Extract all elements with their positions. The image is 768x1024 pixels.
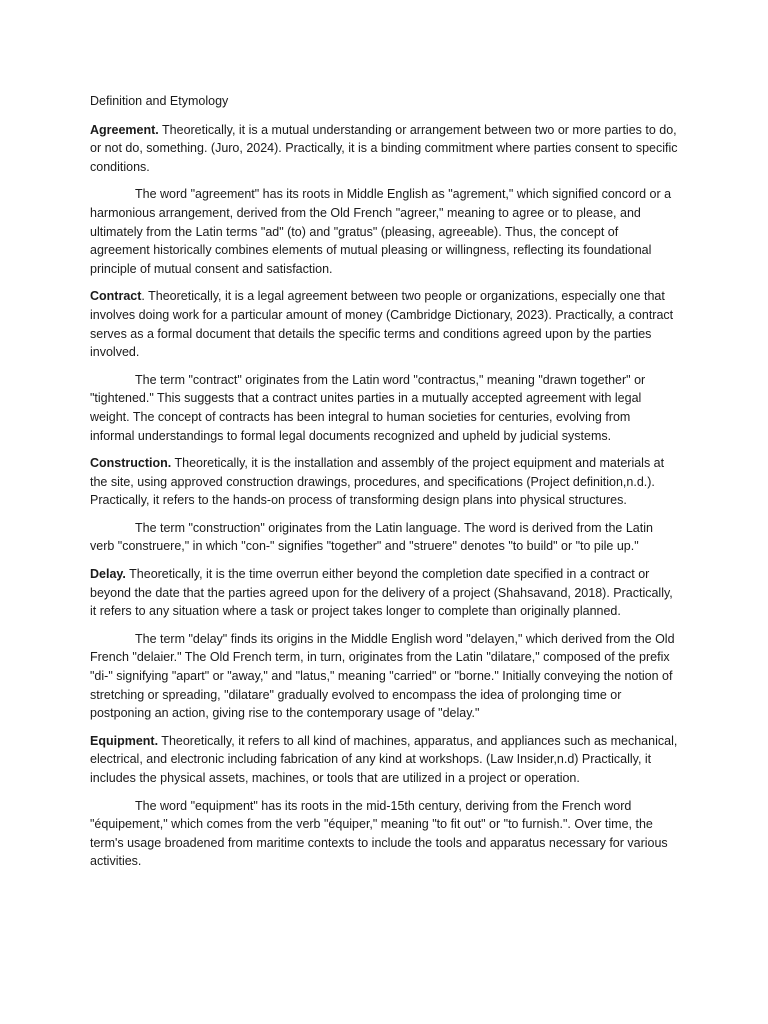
definition-delay <box>90 565 678 621</box>
definition-text: Theoretically, it is the installation and assembly of the project equipment and materials at the site, using approved construction drawings, procedures, and specifications (Project definition,n.d.). Practically, it refers to the hands-on process of transforming design plans into physical structures. <box>90 456 665 508</box>
document-page <box>90 92 678 880</box>
definition-construction <box>90 454 678 510</box>
etymology-equipment: The word "equipment" has its roots in the mid-15th century, deriving from the French word "équipement," which comes from the verb "équiper," meaning "to fit out" or "to furnish.". Over time, the term's usage broadened from maritime contexts to include the tools and apparatus necessary for various activities. <box>90 798 668 869</box>
definition-equipment <box>90 732 678 788</box>
etymology-delay: The term "delay" finds its origins in the Middle English word "delayen," which derived from the Old French "delaier." The Old French term, in turn, originates from the Latin "dilatare," composed of the prefix "di-" signifying "apart" or "away," and "latus," meaning "carried" or "borne." Initially conveying the notion of stretching or spreading, "dilatare" gradually evolved to encompass the idea of prolonging time or postponing an action, giving rise to the contemporary usage of "delay." <box>90 631 675 721</box>
definition-agreement <box>90 121 678 177</box>
term-agreement: Agreement. <box>90 122 159 137</box>
etymology-agreement: The word "agreement" has its roots in Middle English as "agrement," which signified concord or a harmonious arrangement, derived from the Old French "agreer," meaning to agree or to please, and ultimately from the Latin terms "ad" (to) and "gratus" (pleasing, agreeable). Thus, the concept of agreement historically combines elements of mutual pleasing or willingness, reflecting its foundational principle of mutual consent and satisfaction. <box>90 187 672 276</box>
term-construction: Construction. <box>90 456 172 471</box>
definition-text: Theoretically, it refers to all kind of machines, apparatus, and appliances such as mechanical, electrical, and electronic including fabrication of any kind at workshops. (Law Insider,n.d) Practically, it includes the physical assets, machines, or tools that are utilized in a project or operation. <box>90 733 678 785</box>
definition-contract <box>90 287 678 361</box>
term-contract: Contract <box>90 289 142 304</box>
term-delay: Delay. <box>90 567 126 582</box>
etymology-contract: The term "contract" originates from the Latin word "contractus," meaning "drawn together" or "tightened." This suggests that a contract unites parties in a mutually accepted agreement with legal weight. The concept of contracts has been integral to human societies for centuries, evolving from informal understandings to formal legal documents recognized and upheld by judicial systems. <box>90 372 646 443</box>
etymology-construction: The term "construction" originates from the Latin language. The word is derived from the Latin verb "construere," in which "con-" signifies "together" and "struere" denotes "to build" or "to pile up." <box>90 520 653 554</box>
definition-text: . Theoretically, it is a legal agreement between two people or organizations, especially one that involves doing work for a particular amount of money (Cambridge Dictionary, 2023). Practically, a contract serves as a formal document that details the specific terms and conditions agreed upon by the parties involved. <box>90 289 674 360</box>
definition-text: Theoretically, it is the time overrun either beyond the completion date specified in a contract or beyond the date that the parties agreed upon for the delivery of a project (Shahsavand, 2018). Practically, it refers to any situation where a task or project takes longer to complete than originally planned. <box>90 567 673 619</box>
section-heading: Definition and Etymology <box>90 94 229 108</box>
definition-text: Theoretically, it is a mutual understanding or arrangement between two or more parties to do, or not do, something. (Juro, 2024). Practically, it is a binding commitment where parties consent to specific conditions. <box>90 122 678 174</box>
term-equipment: Equipment. <box>90 733 159 748</box>
